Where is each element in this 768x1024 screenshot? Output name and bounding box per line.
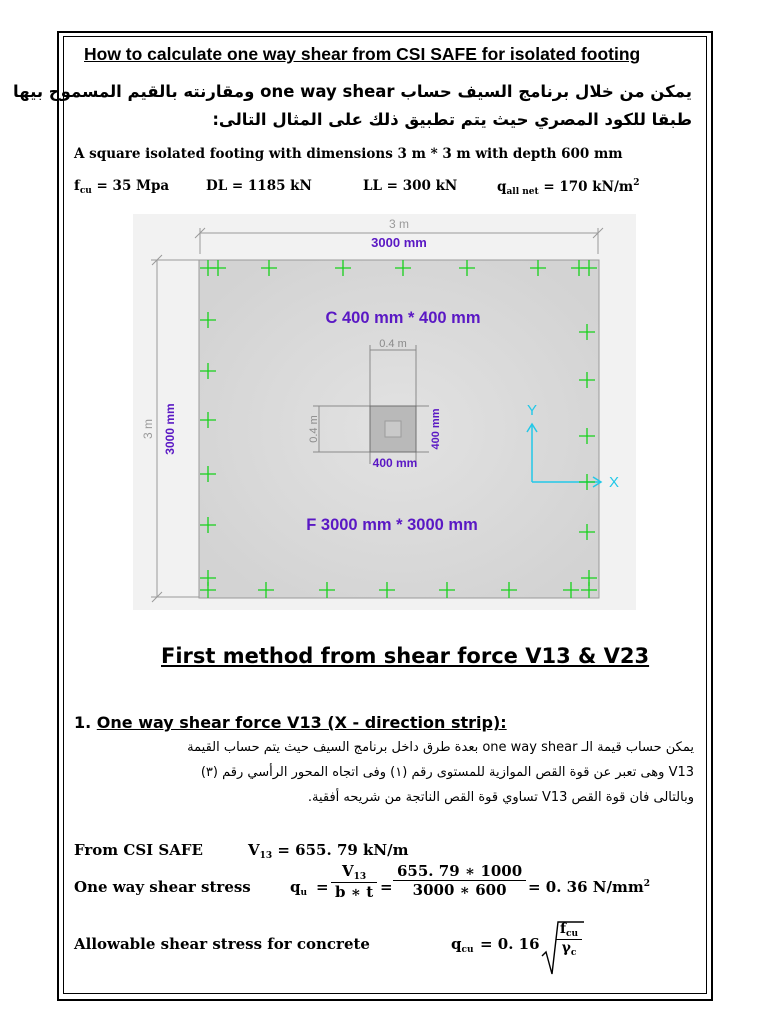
document-title: How to calculate one way shear from CSI SAFE for isolated footing — [84, 44, 641, 64]
fraction-1-denominator: b ∗ t — [331, 882, 377, 901]
equals-sign-2: = — [380, 878, 393, 896]
top-dim-blue-text: 3000 mm — [371, 235, 427, 250]
shear-stress-label: One way shear stress — [74, 878, 251, 896]
fraction-2-numerator: 655. 79 ∗ 1000 — [397, 862, 523, 880]
arabic-intro-line-2: طبقا للكود المصري حيث يتم تطبيق ذلك على المثال التالى: — [212, 110, 692, 129]
column-bottom-blue-text: 400 mm — [372, 456, 418, 470]
qcu-symbol: $q_{cu}$ — [451, 935, 474, 955]
equals-sign-1: = — [316, 878, 329, 896]
column-top-gray-text: 0.4 m — [379, 338, 407, 350]
top-dim-gray-text: 3 m — [388, 217, 410, 231]
allowable-bearing-param: $q_{all net} = 170$ $kN/m^2$ — [497, 178, 640, 197]
footing-plan-figure — [133, 214, 636, 610]
column-core — [385, 421, 401, 437]
explanation-line-3: وبالتالى فان قوة القص V13 تساوي قوة القص الناتجة من شريحه أفقية. — [307, 790, 694, 805]
subsection-heading: 1. One way shear force V13 (X - direction strip): — [74, 713, 507, 732]
v13-value: $V_{13} = 655$. 79 kN/m — [248, 841, 409, 861]
dead-load-param: DL = 1185 kN — [206, 178, 312, 194]
shear-stress-result: = 0. 36 $N/mm^2$ — [528, 878, 650, 896]
column-right-blue-text: 400 mm — [430, 408, 442, 450]
problem-description: A square isolated footing with dimensions 3 m * 3 m with depth 600 mm — [74, 146, 623, 162]
fraction-1-numerator: $V_{13}$ — [342, 862, 367, 882]
axis-y-label: Y — [526, 402, 538, 419]
fraction-2-denominator: 3000 ∗ 600 — [393, 880, 526, 899]
left-dim-gray-text: 3 m — [141, 418, 155, 440]
footing-size-label: F 3000 mm * 3000 mm — [306, 516, 478, 534]
section-heading: First method from shear force V13 & V23 — [161, 644, 650, 668]
qu-symbol: $q_u$ — [290, 878, 308, 898]
sqrt-denominator: $\gamma_c$ — [556, 939, 582, 958]
explanation-line-2: V13 وهى تعبر عن قوة القص الموازية للمستوى رقم (١) وفى اتجاه المحور الرأسي رقم (٣) — [200, 765, 694, 780]
fraction-values — [393, 862, 526, 899]
qcu-coefficient: = 0. 16 — [480, 935, 540, 953]
left-dim-blue-text: 3000 mm — [163, 403, 177, 455]
allowable-stress-label: Allowable shear stress for concrete — [74, 935, 370, 953]
column-size-label: C 400 mm * 400 mm — [325, 309, 481, 327]
axis-x-label: X — [608, 474, 620, 491]
sqrt-numerator: $f_{cu}$ — [560, 921, 579, 939]
live-load-param: LL = 300 kN — [363, 178, 458, 194]
column-left-gray-text: 0.4 m — [308, 415, 320, 443]
fraction-v13-over-bt — [331, 862, 377, 901]
sqrt-fraction — [556, 921, 582, 958]
explanation-line-1: يمكن حساب قيمة الـ one way shear بعدة طرق داخل برنامج السيف حيث يتم حساب القيمة — [187, 740, 694, 755]
arabic-intro-line-1: يمكن من خلال برنامج السيف حساب one way shear ومقارنته بالقيم المسموح بيها — [13, 82, 692, 101]
from-safe-label: From CSI SAFE — [74, 841, 203, 859]
fcu-param: $f_{cu} = 35$ Mpa — [74, 178, 170, 196]
